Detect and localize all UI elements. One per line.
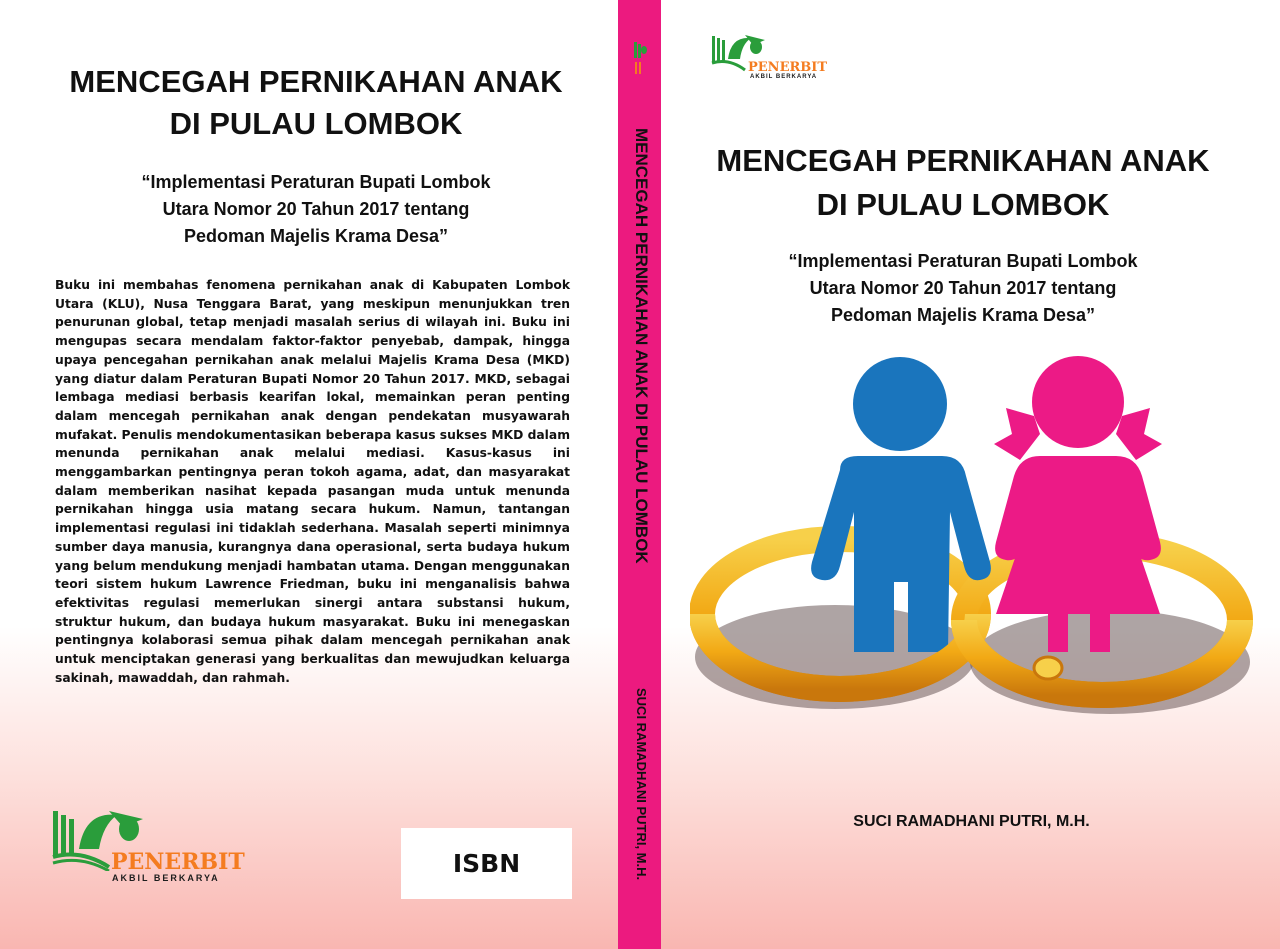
front-subtitle-line1: “Implementasi Peraturan Bupati Lombok (788, 251, 1138, 271)
front-title-line1: MENCEGAH PERNIKAHAN ANAK (716, 143, 1210, 178)
front-subtitle-line2: Utara Nomor 20 Tahun 2017 tentang (809, 278, 1117, 298)
isbn-box (401, 828, 572, 899)
back-title-line2: DI PULAU LOMBOK (169, 106, 463, 141)
front-publisher-tagline: AKBIL BERKARYA (750, 74, 818, 80)
back-publisher-name: PENERBIT (111, 849, 245, 875)
front-author: SUCI RAMADHANI PUTRI, M.H. (853, 813, 1090, 830)
spine-author: SUCI RAMADHANI PUTRI, M.H. (634, 688, 649, 881)
back-blurb: Buku ini membahas fenomena pernikahan anak di Kabupaten Lombok Utara (KLU), Nusa Tenggara Barat, yang meskipun menunjukkan tren penurunan global, tetap menjadi masalah serius di wilayah ini. Buku ini mengupas secara mendalam faktor-faktor penyebab, dampak, hingga upaya pencegahan pernikahan anak melalui Majelis Krama Desa (MKD) yang diatur dalam Peraturan Bupati Nomor 20 Tahun 2017. MKD, sebagai lembaga mediasi berbasis kearifan lokal, memainkan peran penting dalam mencegah pernikahan anak dengan pendekatan musyawarah mufakat. Penulis mendokumentasikan beberapa kasus sukses MKD dalam menunda pernikahan anak melalui mediasi. Kasus-kasus ini menggambarkan pentingnya peran tokoh agama, adat, dan masyarakat dalam memberikan nasihat kepada pasangan muda untuk menunda pernikahan hingga usia matang secara hukum. Namun, tantangan implementasi regulasi ini tidaklah sederhana. Masalah seperti minimnya sumber daya manusia, kurangnya dana operasional, serta budaya hukum yang belum mendukung menjadi hambatan utama. Dengan menggunakan teori sistem hukum Lawrence Friedman, buku ini menganalisis bahwa efektivitas regulasi memerlukan sinergi antara substansi hukum, struktur hukum, dan budaya hukum masyarakat. Buku ini menegaskan pentingnya kolaborasi semua pihak dalam mencegah pernikahan anak untuk menciptakan generasi yang berkualitas dan mewujudkan keluarga sakinah, mawaddah, dan rahmah. (55, 278, 571, 685)
front-subtitle-line3: Pedoman Majelis Krama Desa” (830, 305, 1096, 325)
spine-title: MENCEGAH PERNIKAHAN ANAK DI PULAU LOMBOK (632, 128, 651, 564)
ring-gem (1034, 657, 1062, 679)
back-subtitle-line2: Utara Nomor 20 Tahun 2017 tentang (162, 199, 470, 219)
front-publisher-name: PENERBIT (748, 60, 828, 75)
front-title-line2: DI PULAU LOMBOK (816, 187, 1110, 222)
back-title-line1: MENCEGAH PERNIKAHAN ANAK (69, 64, 563, 99)
back-subtitle-line1: “Implementasi Peraturan Bupati Lombok (141, 172, 491, 192)
back-subtitle-line3: Pedoman Majelis Krama Desa” (183, 226, 449, 246)
rings-couple-illustration (690, 352, 1256, 722)
isbn-label: ISBN (452, 849, 521, 878)
back-publisher-tagline: AKBIL BERKARYA (112, 873, 220, 883)
spine-logo-icon (632, 40, 648, 76)
girl-figure (994, 356, 1162, 652)
